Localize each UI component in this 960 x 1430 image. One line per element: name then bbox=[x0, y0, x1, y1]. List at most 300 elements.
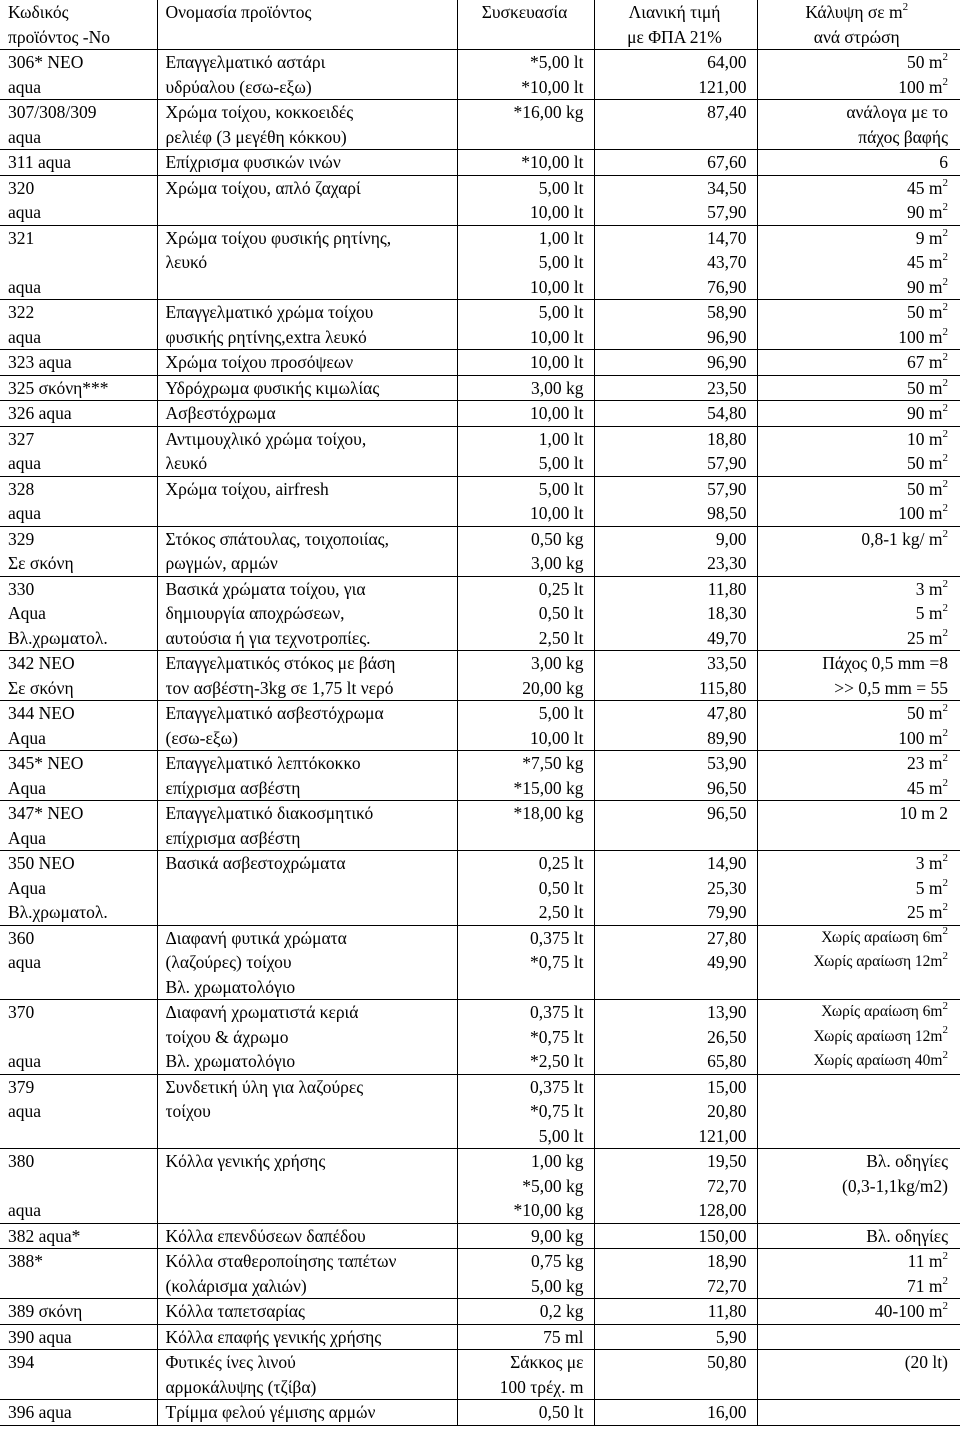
cell-line: Aqua bbox=[8, 827, 46, 848]
cell-line: 128,00 bbox=[698, 1200, 747, 1220]
product-name-cell bbox=[157, 476, 457, 526]
packaging-cell bbox=[457, 1249, 594, 1299]
cell-line: 96,50 bbox=[707, 777, 747, 798]
retail-price-cell bbox=[594, 476, 757, 526]
packaging-cell bbox=[457, 426, 594, 476]
coverage-cell bbox=[757, 375, 960, 401]
packaging-cell bbox=[457, 851, 594, 926]
cell-line: 9 $m^2$ bbox=[915, 226, 948, 248]
product-name-cell bbox=[157, 1324, 457, 1350]
cell-line: Ασβεστόχρωμα bbox=[165, 403, 276, 423]
product-code-cell bbox=[0, 426, 157, 476]
retail-price-cell bbox=[594, 1149, 757, 1224]
retail-price-cell bbox=[594, 175, 757, 225]
cell-line: Στόκος σπάτουλας, τοιχοποιίας, bbox=[165, 528, 389, 549]
cell-line: *10,00 lt bbox=[521, 152, 584, 172]
cell-line: Χωρίς αραίωση $6m^2$ bbox=[821, 925, 948, 946]
header-coverage bbox=[757, 0, 960, 50]
cell-line: ανά στρώση bbox=[813, 26, 900, 47]
cell-line: Υδρόχρωμα φυσικής κιμωλίας bbox=[165, 377, 380, 398]
cell-line: ρελιέφ (3 μεγέθη κόκκου) bbox=[165, 126, 347, 147]
cell-line: προϊόντος -Νο bbox=[8, 26, 110, 47]
cell-line: 10,00 lt bbox=[530, 727, 584, 748]
header-retail-price bbox=[594, 0, 757, 50]
cell-line: 26,50 bbox=[707, 1026, 747, 1047]
cell-line: 306* ΝΕΟ bbox=[8, 52, 84, 72]
cell-line: Ονομασία προϊόντος bbox=[165, 2, 312, 22]
coverage-cell bbox=[757, 801, 960, 851]
table-row bbox=[0, 426, 960, 476]
table-row bbox=[0, 851, 960, 926]
retail-price-cell bbox=[594, 1074, 757, 1149]
cell-line: επίχρισμα ασβέστη bbox=[165, 777, 301, 798]
cell-line: 53,90 bbox=[707, 753, 747, 773]
packaging-cell bbox=[457, 751, 594, 801]
table-row bbox=[0, 401, 960, 427]
cell-line: 321 bbox=[8, 227, 35, 248]
cell-line: 5 $m^2$ bbox=[915, 602, 948, 623]
cell-line: 96,90 bbox=[707, 352, 747, 372]
table-row bbox=[0, 350, 960, 376]
cell-line: 10,00 lt bbox=[530, 503, 584, 523]
cell-line: 25,30 bbox=[707, 877, 747, 898]
cell-line: 98,50 bbox=[707, 503, 747, 523]
cell-line: 382 aqua* bbox=[8, 1225, 81, 1246]
cell-line: Κόλλα ταπετσαρίας bbox=[165, 1301, 305, 1321]
cell-line: 370 bbox=[8, 1002, 35, 1022]
cell-line: 75 ml bbox=[543, 1326, 584, 1347]
cell-line: 347* ΝΕΟ bbox=[8, 803, 84, 823]
packaging-cell bbox=[457, 375, 594, 401]
packaging-cell bbox=[457, 1149, 594, 1224]
table-row bbox=[0, 375, 960, 401]
cell-line: 72,70 bbox=[707, 1275, 747, 1296]
cell-line: 100 $m^2$ bbox=[898, 325, 948, 347]
cell-line: Κωδικός bbox=[8, 2, 69, 22]
table-row bbox=[0, 50, 960, 100]
product-name-cell bbox=[157, 225, 457, 300]
product-name-cell bbox=[157, 350, 457, 376]
cell-line: ρωγμών, αρμών bbox=[165, 553, 278, 573]
cell-line: Χωρίς αραίωση $6m^2$ bbox=[821, 999, 948, 1020]
cell-line: 342 ΝΕΟ bbox=[8, 653, 75, 673]
cell-line bbox=[8, 250, 147, 275]
cell-line: αρμοκάλυψης (τζίβα) bbox=[165, 1376, 317, 1397]
cell-line: 45 $m^2$ bbox=[907, 251, 948, 272]
cell-line: 33,50 bbox=[707, 653, 747, 673]
product-code-cell bbox=[0, 576, 157, 651]
cell-line: 45 $m^2$ bbox=[907, 176, 948, 198]
cell-line: Επαγγελματικός στόκος με βάση bbox=[165, 653, 396, 673]
cell-line: 329 bbox=[8, 528, 35, 549]
cell-line: 0,375 lt bbox=[530, 927, 584, 948]
cell-line: 9,00 kg bbox=[531, 1225, 584, 1246]
cell-line: Συνδετική ύλη για λαζούρες bbox=[165, 1076, 364, 1097]
cell-line: 25 $m^2$ bbox=[907, 626, 948, 648]
product-name-cell bbox=[157, 1350, 457, 1400]
cell-line: *0,75 lt bbox=[530, 952, 584, 972]
product-name-cell bbox=[157, 100, 457, 150]
packaging-cell bbox=[457, 526, 594, 576]
cell-line: 18,80 bbox=[707, 428, 747, 449]
cell-line: 23 $m^2$ bbox=[907, 752, 948, 773]
cell-line: 0,375 lt bbox=[530, 1002, 584, 1022]
cell-line: Επαγγελματικό χρώμα τοίχου bbox=[165, 302, 374, 322]
cell-line: 2,50 lt bbox=[538, 902, 584, 922]
cell-line: 20,80 bbox=[707, 1101, 747, 1121]
packaging-cell bbox=[457, 175, 594, 225]
cell-line: 1,00 lt bbox=[538, 227, 584, 248]
product-name-cell bbox=[157, 426, 457, 476]
retail-price-cell bbox=[594, 1299, 757, 1325]
cell-line: 322 bbox=[8, 302, 35, 322]
cell-line: Επίχρισμα φυσικών ινών bbox=[165, 152, 341, 172]
product-code-cell bbox=[0, 100, 157, 150]
table-row bbox=[0, 1074, 960, 1149]
cell-line: 100 $m^2$ bbox=[898, 502, 948, 523]
table-row bbox=[0, 751, 960, 801]
table-row bbox=[0, 1223, 960, 1249]
cell-line: 15,00 bbox=[707, 1076, 747, 1097]
packaging-cell bbox=[457, 1299, 594, 1325]
cell-line: Βλ.χρωματολ. bbox=[8, 627, 108, 648]
cell-line: 5,00 lt bbox=[538, 478, 584, 499]
cell-line: 0,375 lt bbox=[530, 1076, 584, 1097]
cell-line: 45 $m^2$ bbox=[907, 776, 948, 798]
product-code-cell bbox=[0, 701, 157, 751]
coverage-cell bbox=[757, 1324, 960, 1350]
product-code-cell bbox=[0, 1223, 157, 1249]
cell-line: (κολάρισμα χαλιών) bbox=[165, 1275, 307, 1296]
header-packaging bbox=[457, 0, 594, 50]
cell-line: 3,00 kg bbox=[531, 553, 584, 573]
cell-line: 9,00 bbox=[715, 528, 747, 549]
table-row bbox=[0, 1324, 960, 1350]
cell-line: 65,80 bbox=[707, 1051, 747, 1071]
cell-line: 330 bbox=[8, 578, 35, 599]
coverage-cell bbox=[757, 225, 960, 300]
cell-line: 0,50 lt bbox=[538, 603, 584, 623]
coverage-cell bbox=[757, 1074, 960, 1149]
cell-line: 0,25 lt bbox=[538, 578, 584, 599]
retail-price-cell bbox=[594, 851, 757, 926]
product-code-cell bbox=[0, 1074, 157, 1149]
table-row bbox=[0, 651, 960, 701]
product-code-cell bbox=[0, 801, 157, 851]
cell-line: (λαζούρες) τοίχου bbox=[165, 952, 292, 972]
cell-line: 14,70 bbox=[707, 227, 747, 248]
cell-line: 10,00 lt bbox=[530, 276, 584, 297]
cell-line: 96,90 bbox=[707, 326, 747, 347]
product-code-cell bbox=[0, 1350, 157, 1400]
cell-line: 150,00 bbox=[698, 1225, 747, 1246]
cell-line: 100 τρέχ. m bbox=[499, 1376, 584, 1397]
cell-line: Επαγγελματικό αστάρι bbox=[165, 52, 326, 72]
cell-line: 0,50 lt bbox=[538, 877, 584, 898]
table-row bbox=[0, 1149, 960, 1224]
product-code-cell bbox=[0, 225, 157, 300]
cell-line: επίχρισμα ασβέστη bbox=[165, 827, 301, 848]
cell-line: 323 aqua bbox=[8, 352, 72, 372]
packaging-cell bbox=[457, 1223, 594, 1249]
cell-line: 49,90 bbox=[707, 952, 747, 972]
coverage-cell bbox=[757, 50, 960, 100]
product-code-cell bbox=[0, 526, 157, 576]
cell-line: Βλ. οδηγίες bbox=[866, 1225, 948, 1246]
retail-price-cell bbox=[594, 925, 757, 1000]
cell-line: 311 aqua bbox=[8, 152, 72, 172]
table-row bbox=[0, 801, 960, 851]
cell-line: 5,00 lt bbox=[538, 177, 584, 198]
cell-line: τοίχου & άχρωμο bbox=[165, 1026, 289, 1047]
product-name-cell bbox=[157, 300, 457, 350]
cell-line: 50,80 bbox=[707, 1352, 747, 1372]
cell-line: 11,80 bbox=[707, 1301, 747, 1321]
cell-line: 320 bbox=[8, 177, 35, 198]
cell-line: Χρώμα τοίχου, απλό ζαχαρί bbox=[165, 177, 361, 198]
cell-line: 396 aqua bbox=[8, 1402, 72, 1422]
coverage-cell bbox=[757, 300, 960, 350]
cell-line: 10 m 2 bbox=[899, 803, 948, 823]
cell-line: 27,80 bbox=[707, 927, 747, 948]
cell-line: 50 $m^2$ bbox=[907, 477, 948, 499]
product-name-cell bbox=[157, 651, 457, 701]
retail-price-cell bbox=[594, 701, 757, 751]
cell-line: 40-100 $m^2$ bbox=[874, 1300, 948, 1321]
product-code-cell bbox=[0, 651, 157, 701]
cell-line: Βασικά ασβεστοχρώματα bbox=[165, 853, 346, 873]
cell-line: *2,50 lt bbox=[530, 1051, 584, 1071]
cell-line: aqua bbox=[8, 453, 42, 473]
retail-price-cell bbox=[594, 751, 757, 801]
product-code-cell bbox=[0, 1324, 157, 1350]
product-code-cell bbox=[0, 375, 157, 401]
cell-line: >> 0,5 mm = 55 bbox=[834, 677, 948, 698]
coverage-cell bbox=[757, 1299, 960, 1325]
product-name-cell bbox=[157, 1249, 457, 1299]
cell-line: φυσικής ρητίνης,extra λευκό bbox=[165, 326, 367, 347]
cell-line: 379 bbox=[8, 1076, 35, 1097]
cell-line: 34,50 bbox=[707, 177, 747, 198]
cell-line: 50 $m^2$ bbox=[907, 51, 948, 72]
cell-line: με ΦΠΑ 21% bbox=[627, 26, 722, 47]
cell-line: 360 bbox=[8, 927, 35, 948]
cell-line: 57,90 bbox=[707, 453, 747, 473]
cell-line: aqua bbox=[8, 76, 42, 97]
cell-line: 328 bbox=[8, 478, 35, 499]
product-name-cell bbox=[157, 701, 457, 751]
cell-line: *10,00 kg bbox=[513, 1200, 584, 1220]
cell-line: 18,90 bbox=[707, 1251, 747, 1271]
retail-price-cell bbox=[594, 401, 757, 427]
cell-line: Χωρίς αραίωση $12m^2$ bbox=[813, 949, 948, 970]
cell-line: υδρύαλου (εσω-εξω) bbox=[165, 76, 312, 97]
cell-line: λευκό bbox=[165, 453, 208, 473]
cell-line: 90 $m^2$ bbox=[907, 201, 948, 222]
cell-line: *5,00 kg bbox=[522, 1175, 584, 1196]
cell-line: Διαφανή φυτικά χρώματα bbox=[165, 927, 347, 948]
cell-line: 72,70 bbox=[707, 1175, 747, 1196]
packaging-cell bbox=[457, 476, 594, 526]
cell-line: Βλ. χρωματολόγιο bbox=[165, 1051, 296, 1071]
cell-line: 2,50 lt bbox=[538, 627, 584, 648]
cell-line: Φυτικές ίνες λινού bbox=[165, 1352, 296, 1372]
cell-line: τον ασβέστη-3kg σε 1,75 lt νερό bbox=[165, 677, 394, 698]
cell-line: 50 $m^2$ bbox=[907, 702, 948, 723]
table-row bbox=[0, 476, 960, 526]
retail-price-cell bbox=[594, 300, 757, 350]
retail-price-cell bbox=[594, 1350, 757, 1400]
table-row bbox=[0, 1249, 960, 1299]
cell-line: 345* ΝΕΟ bbox=[8, 753, 84, 773]
table-row bbox=[0, 576, 960, 651]
cell-line: 0,50 kg bbox=[531, 528, 584, 549]
product-name-cell bbox=[157, 50, 457, 100]
header-name bbox=[157, 0, 457, 50]
coverage-cell bbox=[757, 851, 960, 926]
cell-line: Χρώμα τοίχου φυσικής ρητίνης, bbox=[165, 227, 392, 248]
table-row bbox=[0, 1350, 960, 1400]
cell-line: 344 ΝΕΟ bbox=[8, 703, 75, 723]
packaging-cell bbox=[457, 1350, 594, 1400]
product-code-cell bbox=[0, 1249, 157, 1299]
table-row bbox=[0, 225, 960, 300]
cell-line: 50 $m^2$ bbox=[907, 376, 948, 398]
packaging-cell bbox=[457, 801, 594, 851]
cell-line: 390 aqua bbox=[8, 1326, 72, 1347]
cell-line: δημιουργία αποχρώσεων, bbox=[165, 603, 345, 623]
packaging-cell bbox=[457, 576, 594, 651]
product-code-cell bbox=[0, 851, 157, 926]
product-name-cell bbox=[157, 1149, 457, 1224]
product-name-cell bbox=[157, 851, 457, 926]
coverage-cell bbox=[757, 925, 960, 1000]
header-code bbox=[0, 0, 157, 50]
cell-line: Κόλλα επενδύσεων δαπέδου bbox=[165, 1225, 366, 1246]
table-row bbox=[0, 175, 960, 225]
cell-line: *5,00 lt bbox=[530, 52, 584, 72]
cell-line: 54,80 bbox=[707, 403, 747, 423]
product-code-cell bbox=[0, 476, 157, 526]
packaging-cell bbox=[457, 1400, 594, 1426]
cell-line: 3,00 kg bbox=[531, 377, 584, 398]
product-code-cell bbox=[0, 401, 157, 427]
coverage-cell bbox=[757, 150, 960, 176]
cell-line: 5,90 bbox=[715, 1326, 747, 1347]
coverage-cell bbox=[757, 426, 960, 476]
cell-line: 10,00 lt bbox=[530, 202, 584, 222]
cell-line: 67 $m^2$ bbox=[907, 351, 948, 372]
coverage-cell bbox=[757, 1249, 960, 1299]
cell-line: 6 bbox=[939, 152, 948, 172]
cell-line: 23,30 bbox=[707, 553, 747, 573]
product-name-cell bbox=[157, 1223, 457, 1249]
cell-line: 1,00 lt bbox=[538, 428, 584, 449]
coverage-cell bbox=[757, 651, 960, 701]
cell-line: 0,8-1 kg/ $m^2$ bbox=[861, 527, 948, 549]
cell-line: Χρώμα τοίχου προσόψεων bbox=[165, 352, 354, 372]
packaging-cell bbox=[457, 1000, 594, 1075]
cell-line: 96,50 bbox=[707, 803, 747, 823]
retail-price-cell bbox=[594, 350, 757, 376]
coverage-cell bbox=[757, 1000, 960, 1075]
cell-line: 71 $m^2$ bbox=[907, 1274, 948, 1296]
cell-line: ανάλογα με το bbox=[846, 102, 948, 122]
coverage-cell bbox=[757, 476, 960, 526]
product-name-cell bbox=[157, 150, 457, 176]
cell-line: 11 $m^2$ bbox=[907, 1250, 948, 1271]
cell-line bbox=[766, 1400, 949, 1425]
cell-line: 10 $m^2$ bbox=[907, 427, 948, 449]
product-code-cell bbox=[0, 1000, 157, 1075]
cell-line: Βλ.χρωματολ. bbox=[8, 902, 108, 922]
product-name-cell bbox=[157, 801, 457, 851]
product-name-cell bbox=[157, 576, 457, 651]
packaging-cell bbox=[457, 50, 594, 100]
cell-line: 350 ΝΕΟ bbox=[8, 853, 75, 873]
cell-line: *10,00 lt bbox=[521, 76, 584, 97]
product-name-cell bbox=[157, 1299, 457, 1325]
product-name-cell bbox=[157, 1400, 457, 1426]
cell-line: aqua bbox=[8, 202, 42, 222]
cell-line: τοίχου bbox=[165, 1101, 211, 1121]
cell-line: Κόλλα επαφής γενικής χρήσης bbox=[165, 1326, 382, 1347]
cell-line: 89,90 bbox=[707, 727, 747, 748]
packaging-cell bbox=[457, 1324, 594, 1350]
retail-price-cell bbox=[594, 50, 757, 100]
cell-line: Κόλλα σταθεροποίησης ταπέτων bbox=[165, 1251, 397, 1271]
cell-line: Διαφανή χρωματιστά κεριά bbox=[165, 1002, 359, 1022]
table-row bbox=[0, 526, 960, 576]
coverage-cell bbox=[757, 526, 960, 576]
cell-line: 18,30 bbox=[707, 603, 747, 623]
cell-line: 10,00 lt bbox=[530, 326, 584, 347]
product-name-cell bbox=[157, 1000, 457, 1075]
packaging-cell bbox=[457, 300, 594, 350]
cell-line: 25 $m^2$ bbox=[907, 901, 948, 922]
table-row bbox=[0, 1000, 960, 1075]
cell-line: 43,70 bbox=[707, 252, 747, 272]
cell-line: *15,00 kg bbox=[513, 777, 584, 798]
cell-line: 5,00 lt bbox=[538, 1125, 584, 1146]
retail-price-cell bbox=[594, 100, 757, 150]
retail-price-cell bbox=[594, 1324, 757, 1350]
cell-line: aqua bbox=[8, 276, 42, 297]
table-row bbox=[0, 1400, 960, 1426]
cell-line: 90 $m^2$ bbox=[907, 275, 948, 297]
cell-line: 47,80 bbox=[707, 703, 747, 723]
product-code-cell bbox=[0, 150, 157, 176]
cell-line: 76,90 bbox=[707, 276, 747, 297]
cell-line: Χωρίς αραίωση $40m^2$ bbox=[813, 1048, 948, 1069]
retail-price-cell bbox=[594, 375, 757, 401]
table-row bbox=[0, 701, 960, 751]
cell-line: 23,50 bbox=[707, 377, 747, 398]
retail-price-cell bbox=[594, 801, 757, 851]
product-code-cell bbox=[0, 50, 157, 100]
cell-line: (0,3-1,1kg/m2) bbox=[842, 1175, 948, 1196]
cell-line: 3 $m^2$ bbox=[915, 852, 948, 873]
cell-line: (εσω-εξω) bbox=[165, 727, 238, 748]
cell-line: 3,00 kg bbox=[531, 653, 584, 673]
cell-line: 115,80 bbox=[699, 677, 747, 698]
cell-line: 10,00 lt bbox=[530, 403, 584, 423]
product-name-cell bbox=[157, 401, 457, 427]
cell-line: 1,00 kg bbox=[531, 1151, 584, 1171]
cell-line: 5,00 kg bbox=[531, 1275, 584, 1296]
cell-line: Aqua bbox=[8, 727, 46, 748]
cell-line: αυτούσια ή για τεχνοτροπίες. bbox=[165, 627, 371, 648]
